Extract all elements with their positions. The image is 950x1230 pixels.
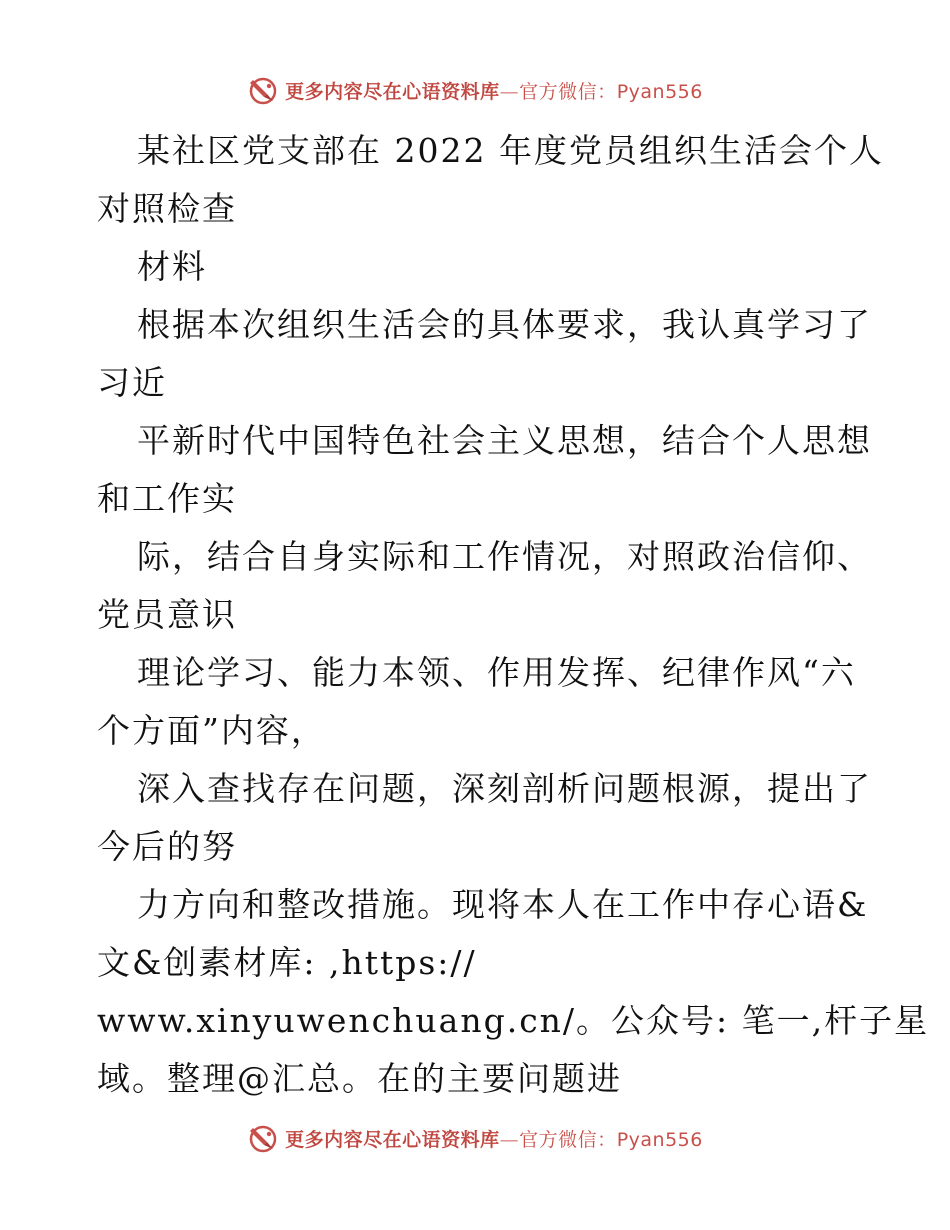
- body-line: 深入查找存在问题，深刻剖析问题根源，提出了: [137, 769, 872, 808]
- body-line: www.xinyuwenchuang.cn/。公众号: 笔一,杆子星: [97, 1001, 930, 1040]
- body-line: 平新时代中国特色社会主义思想，结合个人思想: [137, 421, 872, 460]
- body-line: 理论学习、能力本领、作用发挥、纪律作风“六: [137, 653, 856, 692]
- wechat-id: Pyan556: [616, 80, 703, 103]
- banner-separator: —: [499, 80, 520, 103]
- body-line: 力方向和整改措施。现将本人在工作中存心语&: [137, 885, 869, 924]
- wechat-id: Pyan556: [616, 1128, 703, 1151]
- header-banner: [0, 70, 950, 110]
- title-line-1: 某社区党支部在 2022 年度党员组织生活会个人: [137, 131, 884, 170]
- pen-nib-circle-icon: [247, 1122, 279, 1154]
- brand-name: 更多内容尽在心语资料库: [285, 1128, 500, 1151]
- body-line: 个方面”内容，: [97, 711, 326, 750]
- pen-nib-circle-icon: [247, 74, 279, 106]
- footer-banner: [0, 1118, 950, 1158]
- body-line: 党员意识: [97, 595, 237, 634]
- body-line: 根据本次组织生活会的具体要求，我认真学习了: [137, 305, 872, 344]
- body-line: 文&创素材库: ,https://: [97, 943, 477, 982]
- body-line: 和工作实: [97, 479, 237, 518]
- wechat-label: 官方微信：: [519, 80, 617, 103]
- banner-text: [285, 1125, 703, 1152]
- wechat-label: 官方微信：: [519, 1128, 617, 1151]
- body-line: 际，结合自身实际和工作情况，对照政治信仰、: [137, 537, 872, 576]
- body-line: 习近: [97, 363, 167, 402]
- brand-name: 更多内容尽在心语资料库: [285, 80, 500, 103]
- body-line: 今后的努: [97, 827, 237, 866]
- banner-separator: —: [499, 1128, 520, 1151]
- body-line: 域。整理@汇总。在的主要问题进: [97, 1059, 622, 1098]
- document-body: [97, 122, 930, 1108]
- title-line-2: 对照检查: [97, 189, 237, 228]
- title-line-3: 材料: [137, 247, 207, 286]
- banner-text: [285, 77, 703, 104]
